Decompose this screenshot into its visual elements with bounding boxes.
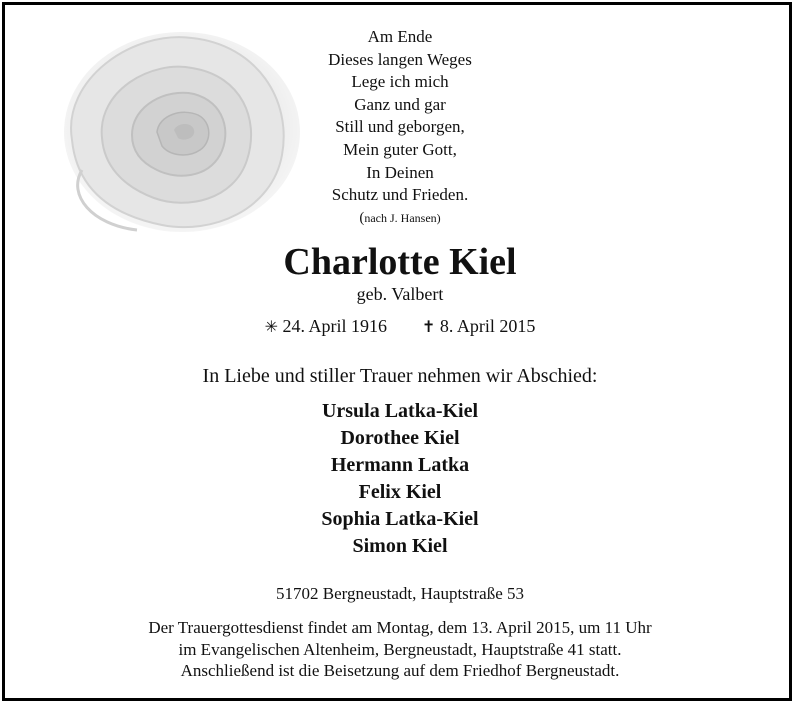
poem bbox=[300, 26, 500, 229]
poem-line: Am Ende bbox=[367, 27, 433, 46]
mourner-name: Simon Kiel bbox=[352, 535, 448, 557]
deceased-name: Charlotte Kiel bbox=[283, 241, 517, 283]
family-address: 51702 Bergneustadt, Hauptstraße 53 bbox=[275, 584, 525, 603]
mourner-name: Felix Kiel bbox=[358, 481, 442, 503]
poem-line: Lege ich mich bbox=[351, 72, 449, 92]
poem-line: Schutz und Frieden. bbox=[331, 185, 469, 205]
service-line: Der Trauergottesdienst findet am Montag, dem 13. April 2015, um 11 Uhr bbox=[148, 618, 652, 637]
mourner-name: Sophia Latka-Kiel bbox=[321, 508, 479, 530]
mourner-name: Dorothee Kiel bbox=[340, 427, 460, 449]
star-icon: ✳ bbox=[264, 317, 278, 336]
poem-line: Dieses langen Weges bbox=[328, 49, 472, 69]
poem-line: Mein guter Gott, bbox=[343, 139, 457, 159]
life-dates bbox=[0, 316, 800, 337]
poem-line: In Deinen bbox=[366, 162, 434, 182]
rose-image bbox=[42, 20, 304, 242]
mourner-list bbox=[0, 398, 800, 560]
poem-source-paren: ( bbox=[359, 209, 365, 226]
poem-source bbox=[300, 207, 500, 230]
birth-name: geb. Valbert bbox=[356, 284, 444, 304]
poem-line: Still und geborgen, bbox=[335, 117, 465, 137]
poem-line: Ganz und gar bbox=[354, 94, 446, 114]
death-date: 8. April 2015 bbox=[439, 316, 536, 336]
mourner-name: Ursula Latka-Kiel bbox=[321, 400, 479, 422]
service-line: Anschließend ist die Beisetzung auf dem Friedhof Bergneustadt. bbox=[180, 661, 620, 680]
poem-source-text: nach J. Hansen) bbox=[364, 210, 441, 225]
mourner-name: Hermann Latka bbox=[330, 454, 470, 476]
service-line: im Evangelischen Altenheim, Bergneustadt, Hauptstraße 41 statt. bbox=[178, 639, 622, 659]
cross-icon: ✝ bbox=[422, 317, 436, 336]
birth-date: 24. April 1916 bbox=[282, 316, 387, 336]
farewell-intro: In Liebe und stiller Trauer nehmen wir Abschied: bbox=[202, 365, 598, 387]
service-details bbox=[0, 617, 800, 682]
